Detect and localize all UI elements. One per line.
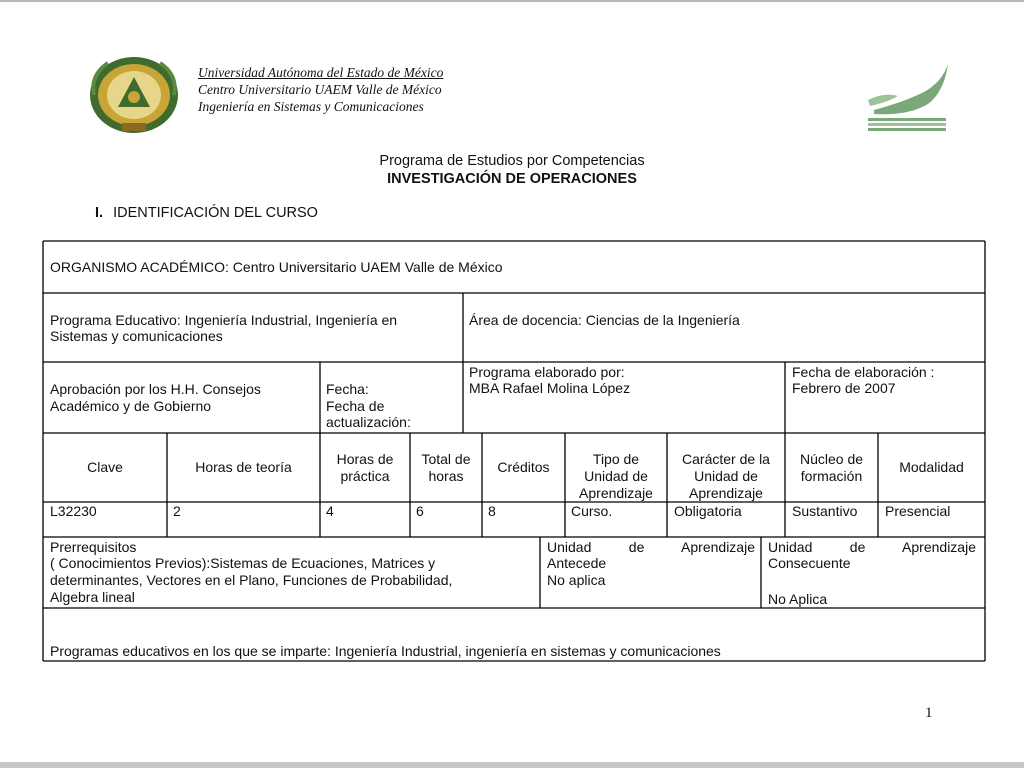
value-horas-teoria: 2 [173, 503, 181, 519]
antecedente-sub: Antecede [547, 555, 607, 571]
header-modalidad: Modalidad [899, 459, 964, 475]
programas-educativos: Programas educativos en los que se imparte: Ingeniería Industrial, ingeniería en sistemas y comunicaciones [50, 643, 721, 659]
elaborado-por-name: MBA Rafael Molina López [469, 380, 631, 396]
center-name: Centro Universitario UAEM Valle de México [198, 82, 442, 97]
header-tipo-3: Aprendizaje [579, 485, 653, 501]
header-clave: Clave [87, 459, 123, 475]
value-modalidad: Presencial [885, 503, 951, 519]
header-nucleo-2: formación [800, 468, 863, 484]
value-total-horas: 6 [416, 503, 424, 519]
course-title: INVESTIGACIÓN DE OPERACIONES [387, 171, 637, 187]
prerrequisitos-line2: ( Conocimientos Previos):Sistemas de Ecuaciones, Matrices y [50, 555, 436, 571]
program-title: Programa de Estudios por Competencias [379, 153, 645, 169]
consecuente-sub: Consecuente [768, 555, 851, 571]
fecha-elaboracion-label: Fecha de elaboración : [792, 364, 935, 380]
value-nucleo: Sustantivo [792, 503, 858, 519]
header-total-horas-1: Total de [421, 451, 471, 467]
area-docencia: Área de docencia: Ciencias de la Ingeniería [469, 312, 740, 328]
prerrequisitos-label: Prerrequisitos [50, 539, 137, 555]
organismo-academico: ORGANISMO ACADÉMICO: Centro Universitario UAEM Valle de México [50, 259, 503, 275]
section-label: IDENTIFICACIÓN DEL CURSO [113, 205, 318, 221]
antecedente-label: Unidad de Aprendizaje [547, 539, 755, 555]
value-tipo: Curso. [571, 503, 613, 519]
consecuente-value: No Aplica [768, 591, 828, 607]
page-number: 1 [925, 705, 933, 721]
prerrequisitos-line4: Algebra lineal [50, 589, 135, 605]
fecha-elaboracion-value: Febrero de 2007 [792, 380, 896, 396]
value-clave: L32230 [50, 503, 97, 519]
elaborado-por-label: Programa elaborado por: [469, 364, 625, 380]
header-tipo-2: Unidad de [584, 468, 648, 484]
header-nucleo-1: Núcleo de [799, 451, 864, 467]
programa-educativo-line1: Programa Educativo: Ingeniería Industrial, Ingeniería en [50, 312, 398, 328]
header-horas-practica-1: Horas de [336, 451, 394, 467]
header-horas-teoria: Horas de teoría [195, 459, 292, 475]
header-horas-practica-2: práctica [340, 468, 390, 484]
program-name: Ingeniería en Sistemas y Comunicaciones [198, 99, 424, 114]
programa-educativo-line2: Sistemas y comunicaciones [50, 328, 223, 344]
section-number: I. [95, 205, 104, 221]
value-creditos: 8 [488, 503, 496, 519]
header-caracter-1: Carácter de la [682, 451, 770, 467]
university-name: Universidad Autónoma del Estado de México [198, 65, 444, 80]
antecedente-value: No aplica [547, 572, 606, 588]
value-horas-practica: 4 [326, 503, 334, 519]
header-caracter-3: Aprendizaje [689, 485, 763, 501]
header-caracter-2: Unidad de [694, 468, 758, 484]
prerrequisitos-line3: determinantes, Vectores en el Plano, Funciones de Probabilidad, [50, 572, 453, 588]
header-total-horas-2: horas [428, 468, 464, 484]
actualizacion-label: actualización: [326, 414, 411, 430]
aprobacion-line2: Académico y de Gobierno [50, 398, 212, 414]
header-creditos: Créditos [497, 459, 550, 475]
header-tipo-1: Tipo de [592, 451, 640, 467]
fecha-label: Fecha: [326, 381, 369, 397]
value-caracter: Obligatoria [674, 503, 742, 519]
fecha-de-label: Fecha de [326, 398, 385, 414]
consecuente-label: Unidad de Aprendizaje [768, 539, 976, 555]
aprobacion-line1: Aprobación por los H.H. Consejos [50, 381, 261, 397]
bottom-border [0, 762, 1024, 768]
